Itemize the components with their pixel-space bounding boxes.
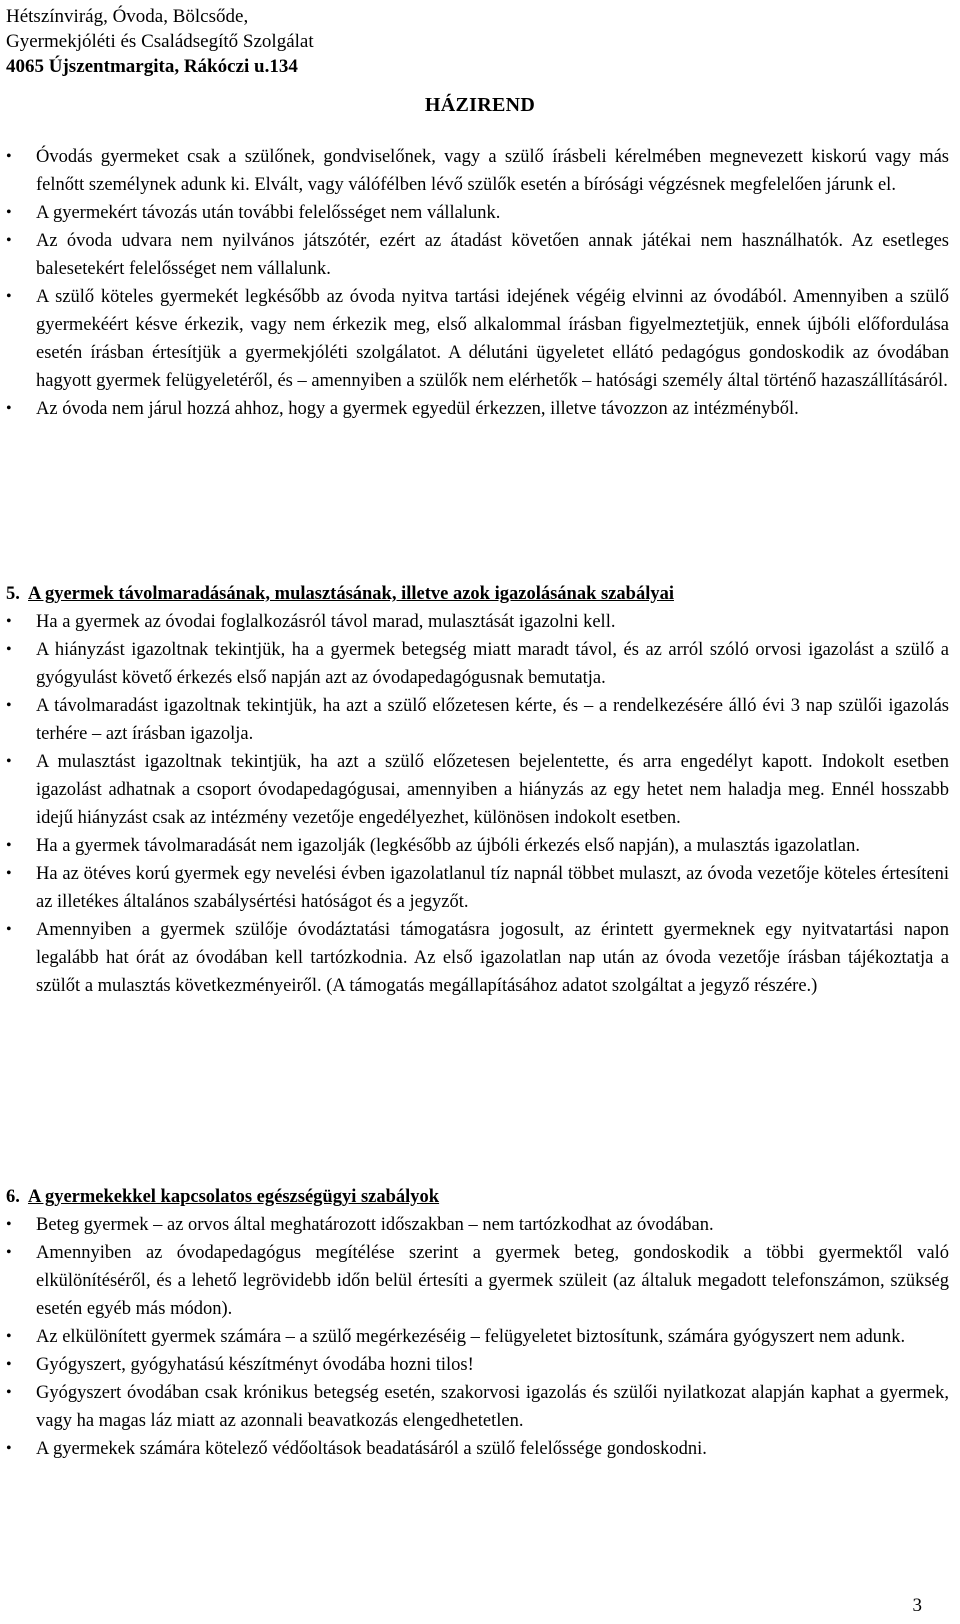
bullet-icon: • <box>6 1356 12 1373</box>
bullet-icon: • <box>6 204 12 221</box>
list-item-text: Óvodás gyermeket csak a szülőnek, gondviselőnek, vagy a szülő írásbeli kérelmében megnevezett kiskorú vagy más felnőtt személynek adunk ki. Elvált, vagy válófélben lévő szülők esetén a bírósági végzésnek megfelelően járunk el. <box>36 147 949 195</box>
list-item <box>6 199 949 227</box>
list-item <box>6 1435 949 1463</box>
institution-header <box>6 4 314 79</box>
list-item <box>6 1211 949 1239</box>
list-item <box>6 692 949 748</box>
list-item-text: Amennyiben a gyermek szülője óvodáztatási támogatásra jogosult, az érintett gyermeknek egy nyitvatartási napon legalább hat órát az óvodában kell tartózkodnia. Az első igazolatlan nap után az óvoda vezetője írásban tájékoztatja a szülőt a mulasztás következményeiről. (A támogatás megállapításához adatot szolgáltat a jegyző részére.) <box>36 920 949 996</box>
bullet-icon: • <box>6 1328 12 1345</box>
bullet-icon: • <box>6 1216 12 1233</box>
bullet-icon: • <box>6 865 12 882</box>
section-health-rules <box>6 1183 949 1463</box>
list-item <box>6 832 949 860</box>
list-item <box>6 1323 949 1351</box>
header-address: 4065 Újszentmargita, Rákóczi u.134 <box>6 56 298 77</box>
list-item-text: Az elkülönített gyermek számára – a szülő megérkezéséig – felügyeletet biztosítunk, számára gyógyszert nem adunk. <box>36 1327 906 1347</box>
list-item-text: Gyógyszert óvodában csak krónikus betegség esetén, szakorvosi igazolás és szülői nyilatkozat alapján kaphat a gyermek, vagy ha magas láz miatt az azonnali beavatkozás elengedhetetlen. <box>36 1383 949 1431</box>
list-item-text: A szülő köteles gyermekét legkésőbb az óvoda nyitva tartási idejének végéig elvinni az óvodából. Amennyiben a szülő gyermekéért késve érkezik, vagy nem érkezik meg, első alkalommal írásban figyelmeztetjük, ennek újbóli előfordulása esetén írásban értesítjük a gyermekjóléti szolgálatot. A délutáni ügyeletet ellátó pedagógus gondoskodik az óvodában hagyott gyermek felügyeletéről, és – amennyiben a szülők nem elérhetők – hatósági személy által történő hazaszállításáról. <box>36 287 949 391</box>
bullet-icon: • <box>6 837 12 854</box>
section-title: A gyermek távolmaradásának, mulasztásának, illetve azok igazolásának szabályai <box>28 584 674 604</box>
list-item <box>6 395 949 423</box>
list-item-text: Az óvoda nem járul hozzá ahhoz, hogy a gyermek egyedül érkezzen, illetve távozzon az intézményből. <box>36 399 799 419</box>
document-title: HÁZIREND <box>424 94 536 116</box>
list-item-text: Ha a gyermek az óvodai foglalkozásról távol marad, mulasztását igazolni kell. <box>36 612 616 632</box>
bullet-icon: • <box>6 1384 12 1401</box>
list-item <box>6 1239 949 1323</box>
section-number: 5. <box>6 584 20 604</box>
bullet-icon: • <box>6 921 12 938</box>
section-5-heading <box>6 580 949 608</box>
page-number: 3 <box>912 1595 922 1616</box>
section-title: A gyermekekkel kapcsolatos egészségügyi szabályok <box>28 1187 440 1207</box>
list-item-text: A gyermekek számára kötelező védőoltások beadatásáról a szülő felelőssége gondoskodni. <box>36 1439 707 1459</box>
bullet-icon: • <box>6 400 12 417</box>
bullet-icon: • <box>6 148 12 165</box>
bullet-icon: • <box>6 613 12 630</box>
bullet-icon: • <box>6 753 12 770</box>
list-item-text: A gyermekért távozás után további felelősséget nem vállalunk. <box>36 203 501 223</box>
list-item <box>6 916 949 1000</box>
bullet-icon: • <box>6 1440 12 1457</box>
list-item <box>6 1379 949 1435</box>
list-item-text: Ha az ötéves korú gyermek egy nevelési évben igazolatlanul tíz napnál többet mulaszt, az óvoda vezetője köteles értesíteni az illetékes általános szabálysértési hatóságot és a jegyzőt. <box>36 864 949 912</box>
section-6-heading <box>6 1183 949 1211</box>
list-item-text: Az óvoda udvara nem nyilvános játszótér, ezért az átadást követően annak játékai nem használhatók. Az esetleges balesetekért felelősséget nem vállalunk. <box>36 231 949 279</box>
list-item-text: Gyógyszert, gyógyhatású készítményt óvodába hozni tilos! <box>36 1355 474 1375</box>
list-item <box>6 860 949 916</box>
list-item-text: A hiányzást igazoltnak tekintjük, ha a gyermek betegség miatt maradt távol, és az arról szóló orvosi igazolást a szülő a gyógyulást követő érkezés első napján azt az óvodapedagógusnak bemutatja. <box>36 640 949 688</box>
section-number: 6. <box>6 1187 20 1207</box>
bullet-icon: • <box>6 641 12 658</box>
list-item <box>6 227 949 283</box>
list-item <box>6 283 949 395</box>
list-item <box>6 143 949 199</box>
bullet-icon: • <box>6 697 12 714</box>
list-item <box>6 636 949 692</box>
header-line-1: Hétszínvirág, Óvoda, Bölcsőde, <box>6 6 249 27</box>
section-absence-rules <box>6 580 949 1000</box>
list-item-text: Amennyiben az óvodapedagógus megítélése szerint a gyermek beteg, gondoskodik a többi gyermektől való elkülönítéséről, és a lehető legrövidebb időn belül értesíti a gyermek szüleit (az általuk megadott telefonszámon, szükség esetén egyéb más módon). <box>36 1243 949 1319</box>
list-item-text: A mulasztást igazoltnak tekintjük, ha azt a szülő előzetesen bejelentette, és arra engedélyt kapott. Indokolt esetben igazolást adhatnak a csoport óvodapedagógusai, amennyiben a hiányzás az egy hetet nem haladja meg. Ennél hosszabb idejű hiányzást csak az intézmény vezetője engedélyezhet, különösen indokolt esetben. <box>36 752 949 828</box>
intro-rules-list <box>6 143 949 423</box>
list-item-text: Ha a gyermek távolmaradását nem igazolják (legkésőbb az újbóli érkezés első napján), a mulasztás igazolatlan. <box>36 836 860 856</box>
list-item <box>6 748 949 832</box>
list-item-text: A távolmaradást igazoltnak tekintjük, ha azt a szülő előzetesen kérte, és – a rendelkezésére álló évi 3 nap szülői igazolás terhére – azt írásban igazolja. <box>36 696 949 744</box>
bullet-icon: • <box>6 1244 12 1261</box>
header-line-2: Gyermekjóléti és Családsegítő Szolgálat <box>6 31 314 52</box>
bullet-icon: • <box>6 232 12 249</box>
list-item <box>6 608 949 636</box>
list-item <box>6 1351 949 1379</box>
bullet-icon: • <box>6 288 12 305</box>
list-item-text: Beteg gyermek – az orvos által meghatározott időszakban – nem tartózkodhat az óvodában. <box>36 1215 714 1235</box>
